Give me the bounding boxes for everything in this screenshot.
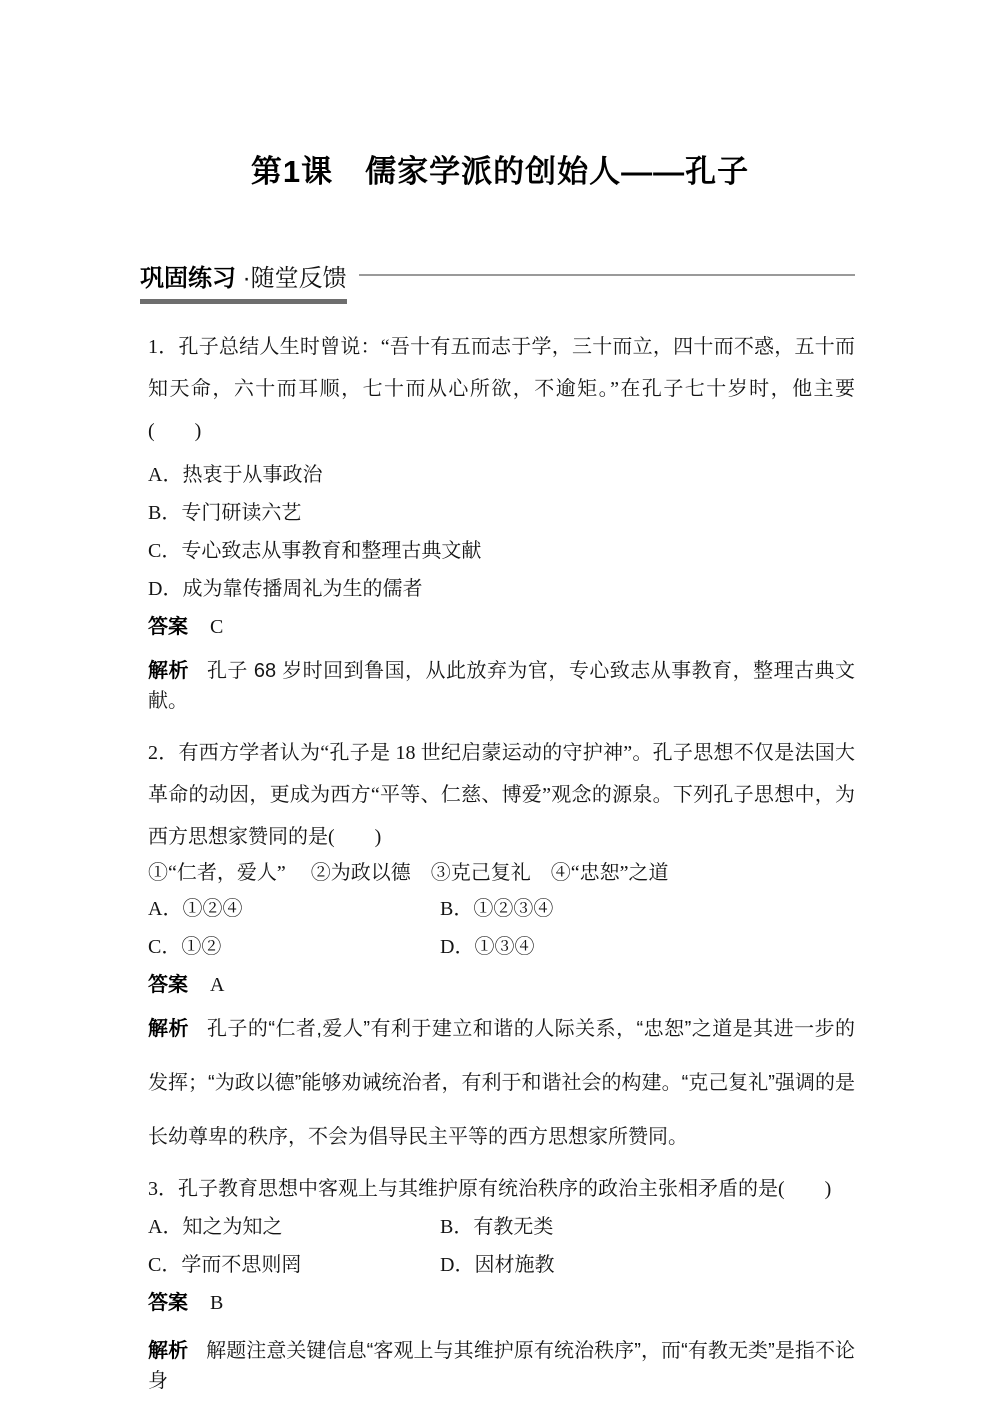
question-3-option-a: A．知之为知之 — [148, 1216, 283, 1238]
answer-label: 答案 — [148, 1292, 188, 1314]
question-3-answer: B — [210, 1292, 224, 1314]
analysis-label: 解析 — [148, 660, 189, 682]
question-2-option-d: D．①③④ — [440, 936, 535, 958]
question-2-option-b: B．①②③④ — [440, 898, 554, 920]
question-1-analysis: 孔子 68 岁时回到鲁国，从此放弃为官，专心致志从事教育，整理古典文献。 — [148, 660, 856, 712]
question-3-answer-line — [148, 1288, 855, 1318]
question-3-option-d: D．因材施教 — [440, 1254, 555, 1276]
question-2-option-a: A．①②④ — [148, 898, 243, 920]
question-2-answer: A — [210, 974, 225, 996]
question-3-analysis-line — [148, 1336, 855, 1396]
question-3-stem: 3．孔子教育思想中客观上与其维护原有统治秩序的政治主张相矛盾的是( ) — [148, 1178, 832, 1200]
question-1-option-c: C．专心致志从事教育和整理古典文献 — [148, 540, 482, 562]
question-2-answer-line — [148, 970, 855, 1000]
divider-line — [359, 274, 855, 276]
question-1-option-d: D．成为靠传播周礼为生的儒者 — [148, 578, 423, 600]
analysis-label: 解析 — [148, 1018, 189, 1040]
question-2-analysis-line — [148, 1002, 855, 1164]
question-2-options — [148, 894, 855, 962]
question-1-answer: C — [210, 616, 224, 638]
question-1-answer-line — [148, 612, 855, 642]
question-3-option-b: B．有教无类 — [440, 1216, 554, 1238]
question-2-stem: 2．有西方学者认为“孔子是 18 世纪启蒙运动的守护神”。孔子思想不仅是法国大革命的动因，更成为西方“平等、仁慈、博爱”观念的源泉。下列孔子思想中，为西方思想家赞同的是( ) — [148, 742, 855, 848]
exercise-content — [148, 326, 855, 1396]
section-title — [140, 258, 347, 304]
question-1-stem: 1．孔子总结人生时曾说：“吾十有五而志于学，三十而立，四十而不惑，五十而知天命，六十而耳顺，七十而从心所欲，不逾矩。”在孔子七十岁时，他主要( ) — [148, 336, 855, 442]
question-2-sub-items: ①“仁者，爱人” ②为政以德 ③克己复礼 ④“忠恕”之道 — [148, 862, 669, 884]
section-title-bold: 巩固练习 — [140, 265, 236, 292]
section-header — [140, 258, 855, 304]
question-3-options — [148, 1212, 855, 1280]
question-2-analysis: 孔子的“仁者,爱人”有利于建立和谐的人际关系，“忠恕”之道是其进一步的发挥；“为政以德”能够劝诫统治者，有利于和谐社会的构建。“克己复礼”强调的是长幼尊卑的秩序，不会为倡导民主平等的西方思想家所赞同。 — [148, 1018, 855, 1148]
section-title-light: ·随堂反馈 — [236, 265, 347, 292]
page-title: 第1课 儒家学派的创始人——孔子 — [250, 154, 750, 189]
question-1-analysis-line — [148, 656, 855, 716]
analysis-label: 解析 — [148, 1340, 189, 1362]
question-3-option-c: C．学而不思则罔 — [148, 1254, 302, 1276]
answer-label: 答案 — [148, 974, 188, 996]
question-3-analysis: 解题注意关键信息“客观上与其维护原有统治秩序”，而“有教无类”是指不论身 — [148, 1340, 856, 1392]
question-2-option-c: C．①② — [148, 936, 222, 958]
question-1-option-b: B．专门研读六艺 — [148, 502, 302, 524]
answer-label: 答案 — [148, 616, 188, 638]
question-1-option-a: A．热衷于从事政治 — [148, 464, 323, 486]
